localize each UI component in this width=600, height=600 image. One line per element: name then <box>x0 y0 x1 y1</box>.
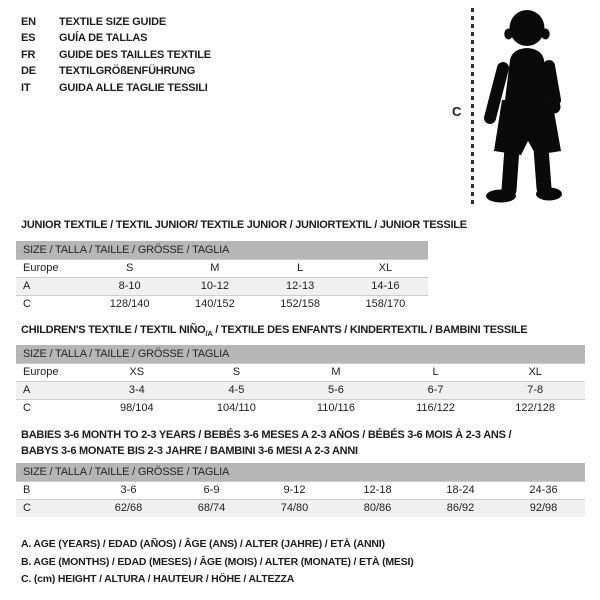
language-row <box>21 30 211 46</box>
language-row <box>21 80 211 96</box>
language-code: ES <box>21 32 36 45</box>
table-cell: 74/80 <box>280 502 309 514</box>
language-code: FR <box>21 48 36 61</box>
language-row <box>21 63 211 79</box>
language-header <box>21 14 211 96</box>
height-marker-label: C <box>452 104 462 119</box>
table-cell: L <box>432 366 439 378</box>
children-title-sub: /A <box>205 329 213 339</box>
table-cell: M <box>331 366 341 378</box>
table-cell: 110/116 <box>316 402 356 414</box>
table-cell: 10-12 <box>200 280 229 292</box>
table-row-age <box>16 381 585 399</box>
row-label: A <box>23 384 31 396</box>
table-cell: 6-7 <box>427 384 444 396</box>
row-label: C <box>23 402 31 414</box>
table-cell: 24-36 <box>529 484 558 496</box>
height-dashed-line <box>471 8 474 206</box>
table-cell: 3-6 <box>120 484 137 496</box>
table-cell: 158/170 <box>365 298 406 310</box>
row-label: B <box>23 484 31 496</box>
language-code: IT <box>21 81 31 94</box>
babies-section-title <box>21 427 511 459</box>
table-cell: 116/122 <box>416 402 456 414</box>
table-cell: 140/152 <box>194 298 235 310</box>
baby-silhouette-icon <box>484 8 574 208</box>
table-cell: 14-16 <box>371 280 400 292</box>
row-label: Europe <box>23 262 59 274</box>
table-cell: 12-13 <box>286 280 315 292</box>
footnote-height: C. (cm) HEIGHT / ALTURA / HAUTEUR / HÖHE / ALTEZZA <box>21 573 295 586</box>
footnote-age-months: B. AGE (MONTHS) / EDAD (MESES) / ÂGE (MOIS) / ALTER (MONATE) / ETÀ (MESI) <box>21 555 414 568</box>
children-section-title <box>21 322 527 342</box>
children-title-pre: CHILDREN'S TEXTILE / TEXTIL NIÑO <box>21 324 206 336</box>
language-title: GUIDE DES TAILLES TEXTILE <box>59 48 211 61</box>
language-title: GUÍA DE TALLAS <box>59 32 148 45</box>
language-row <box>21 47 211 63</box>
table-row-height <box>16 399 585 417</box>
row-label: C <box>23 298 31 310</box>
table-cell: XL <box>528 366 542 378</box>
table-row-europe <box>16 363 585 381</box>
junior-size-table <box>16 241 428 313</box>
table-cell: XS <box>129 366 145 378</box>
table-cell: 122/128 <box>515 402 556 414</box>
footnote-age-years: A. AGE (YEARS) / EDAD (AÑOS) / ÂGE (ANS) / ALTER (JAHRE) / ETÀ (ANNI) <box>21 538 385 550</box>
table-cell: 86/92 <box>446 502 475 514</box>
table-cell: 5-6 <box>328 384 344 396</box>
table-cell: 92/98 <box>529 502 558 514</box>
table-row-age <box>16 277 428 295</box>
table-cell: 152/158 <box>280 298 320 310</box>
table-cell: 12-18 <box>363 484 392 496</box>
table-cell: 6-9 <box>203 484 220 496</box>
language-row <box>21 14 211 30</box>
table-cell: 7-8 <box>527 384 544 396</box>
language-code: EN <box>21 16 36 28</box>
row-label: A <box>23 280 31 292</box>
table-cell: S <box>232 366 241 378</box>
language-title: GUIDA ALLE TAGLIE TESSILI <box>59 81 208 94</box>
babies-size-table <box>16 463 585 517</box>
language-title: TEXTILE SIZE GUIDE <box>59 16 167 28</box>
table-cell: 104/110 <box>216 402 256 414</box>
table-cell: XL <box>378 262 393 274</box>
table-row-age-months <box>16 481 585 499</box>
table-cell: 68/74 <box>197 502 226 514</box>
table-cell: 4-5 <box>228 384 245 396</box>
table-row-height <box>16 499 585 517</box>
table-header-bar: SIZE / TALLA / TAILLE / GRÖSSE / TAGLIA <box>16 345 585 363</box>
language-title: TEXTILGRÖßENFÜHRUNG <box>59 65 196 78</box>
table-row-europe <box>16 259 428 277</box>
table-cell: 8-10 <box>118 280 141 292</box>
children-size-table <box>16 345 585 417</box>
table-header-bar: SIZE / TALLA / TAILLE / GRÖSSE / TAGLIA <box>16 463 585 481</box>
table-cell: 80/86 <box>363 502 392 514</box>
table-cell: 18-24 <box>446 484 475 496</box>
junior-section-title: JUNIOR TEXTILE / TEXTIL JUNIOR/ TEXTILE JUNIOR / JUNIORTEXTIL / JUNIOR TESSILE <box>21 219 467 231</box>
babies-title-line1: BABIES 3-6 MONTH TO 2-3 YEARS / BEBÉS 3-6 MESES A 2-3 AÑOS / BÉBÉS 3-6 MOIS À 2-3 ANS / <box>21 429 512 441</box>
row-label: C <box>23 502 31 514</box>
table-cell: 62/68 <box>114 502 143 514</box>
table-cell: 3-4 <box>128 384 145 396</box>
table-cell: 9-12 <box>283 484 306 496</box>
table-row-height <box>16 295 428 313</box>
children-title-post: / TEXTILE DES ENFANTS / KINDERTEXTIL / BAMBINI TESSILE <box>212 324 528 336</box>
language-code: DE <box>21 65 36 78</box>
table-cell: 128/140 <box>109 298 150 310</box>
table-header-bar: SIZE / TALLA / TAILLE / GRÖSSE / TAGLIA <box>16 241 428 259</box>
table-cell: 98/104 <box>119 402 154 414</box>
table-cell: S <box>125 262 134 274</box>
row-label: Europe <box>23 366 59 378</box>
babies-title-line2: BABYS 3-6 MONATE BIS 2-3 JAHRE / BAMBINI 3-6 MESI A 2-3 ANNI <box>21 445 358 457</box>
table-cell: L <box>297 262 304 274</box>
legend-footnotes <box>21 536 414 589</box>
table-cell: M <box>210 262 220 274</box>
